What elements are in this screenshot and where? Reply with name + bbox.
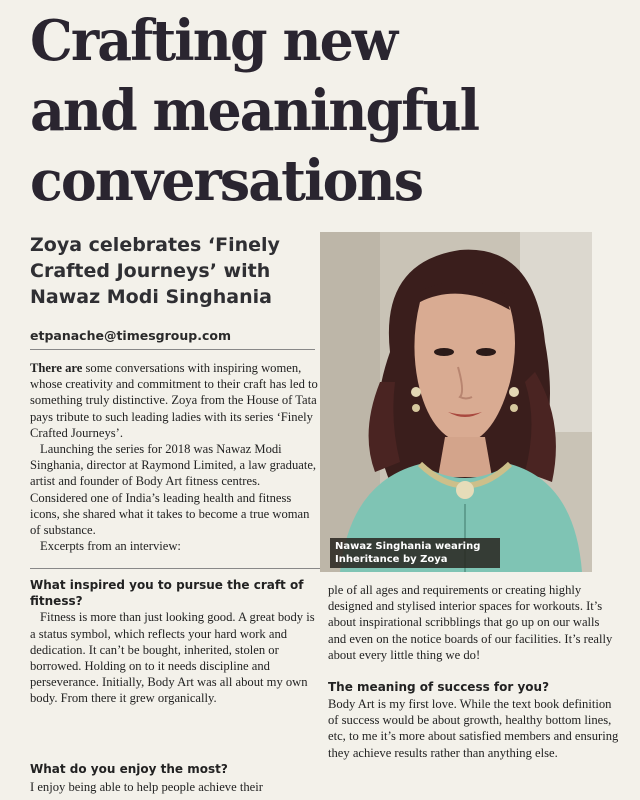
- headline-line-1: Crafting new: [30, 8, 397, 74]
- article-right-column: [328, 582, 620, 761]
- intro-paragraph-3: Excerpts from an interview:: [40, 539, 181, 554]
- intro-paragraph-2: Launching the series for 2018 was Nawaz Modi Singhania, director at Raymond Limited, a law graduate, artist and founder of Body Art fitness centres. Considered one of India’s leading health and fitness icons, she shared what it takes to become a true woman of substance.: [30, 442, 317, 538]
- headline: [30, 6, 606, 216]
- intro-lead: There are: [30, 361, 83, 375]
- caption-line-2: Inheritance by Zoya: [335, 554, 448, 565]
- subhead-line-3: Nawaz Modi Singhania: [30, 286, 272, 308]
- continuation-paragraph: ple of all ages and requirements or creating highly designed and stylised interior spaces for workouts. It’s about inspirational scribblings that go up on our walls and even on the notice boards of our facilities. It’s really about every little thing we do!: [328, 583, 613, 662]
- question-2-block: [30, 761, 320, 795]
- byline-email: etpanache@timesgroup.com: [30, 328, 315, 350]
- headline-line-2: and meaningful: [30, 78, 479, 144]
- question-3: The meaning of success for you?: [328, 680, 550, 695]
- answer-3: Body Art is my first love. While the text book definition of success would be about growth, healthy bottom lines, etc, to me it’s more about satisfied members and ensuring they achieve results rather than anything else.: [328, 697, 619, 760]
- subhead-line-2: Crafted Journeys’ with: [30, 260, 271, 282]
- portrait-illustration: [320, 232, 592, 572]
- answer-2: I enjoy being able to help people achieve their: [30, 780, 263, 794]
- intro-p1-text: some conversations with inspiring women, whose creativity and commitment to their craft has led to something truly distinctive. Zoya from the House of Tata pays tribute to such leading ladies with its series ‘Finely Crafted Journeys’.: [30, 361, 318, 440]
- subheadline: [30, 232, 315, 310]
- question-1: What inspired you to pursue the craft of fitness?: [30, 578, 304, 609]
- intro-paragraph-1: [30, 360, 320, 441]
- answer-1: Fitness is more than just looking good. A great body is a status symbol, which reflects your hard work and dedication. It can’t be bought, inherited, stolen or borrowed. Holding on to it needs discipline and perseverance. Initially, Body Art was all about my own body. From there it grew organically.: [30, 610, 315, 706]
- portrait-photo: [320, 232, 592, 572]
- caption-line-1: Nawaz Singhania wearing: [335, 541, 481, 552]
- section-divider: [30, 568, 320, 569]
- article-left-column: [30, 360, 320, 707]
- question-2: What do you enjoy the most?: [30, 762, 228, 776]
- subhead-line-1: Zoya celebrates ‘Finely: [30, 234, 280, 256]
- headline-line-3: conversations: [30, 148, 423, 214]
- photo-caption: [330, 538, 500, 568]
